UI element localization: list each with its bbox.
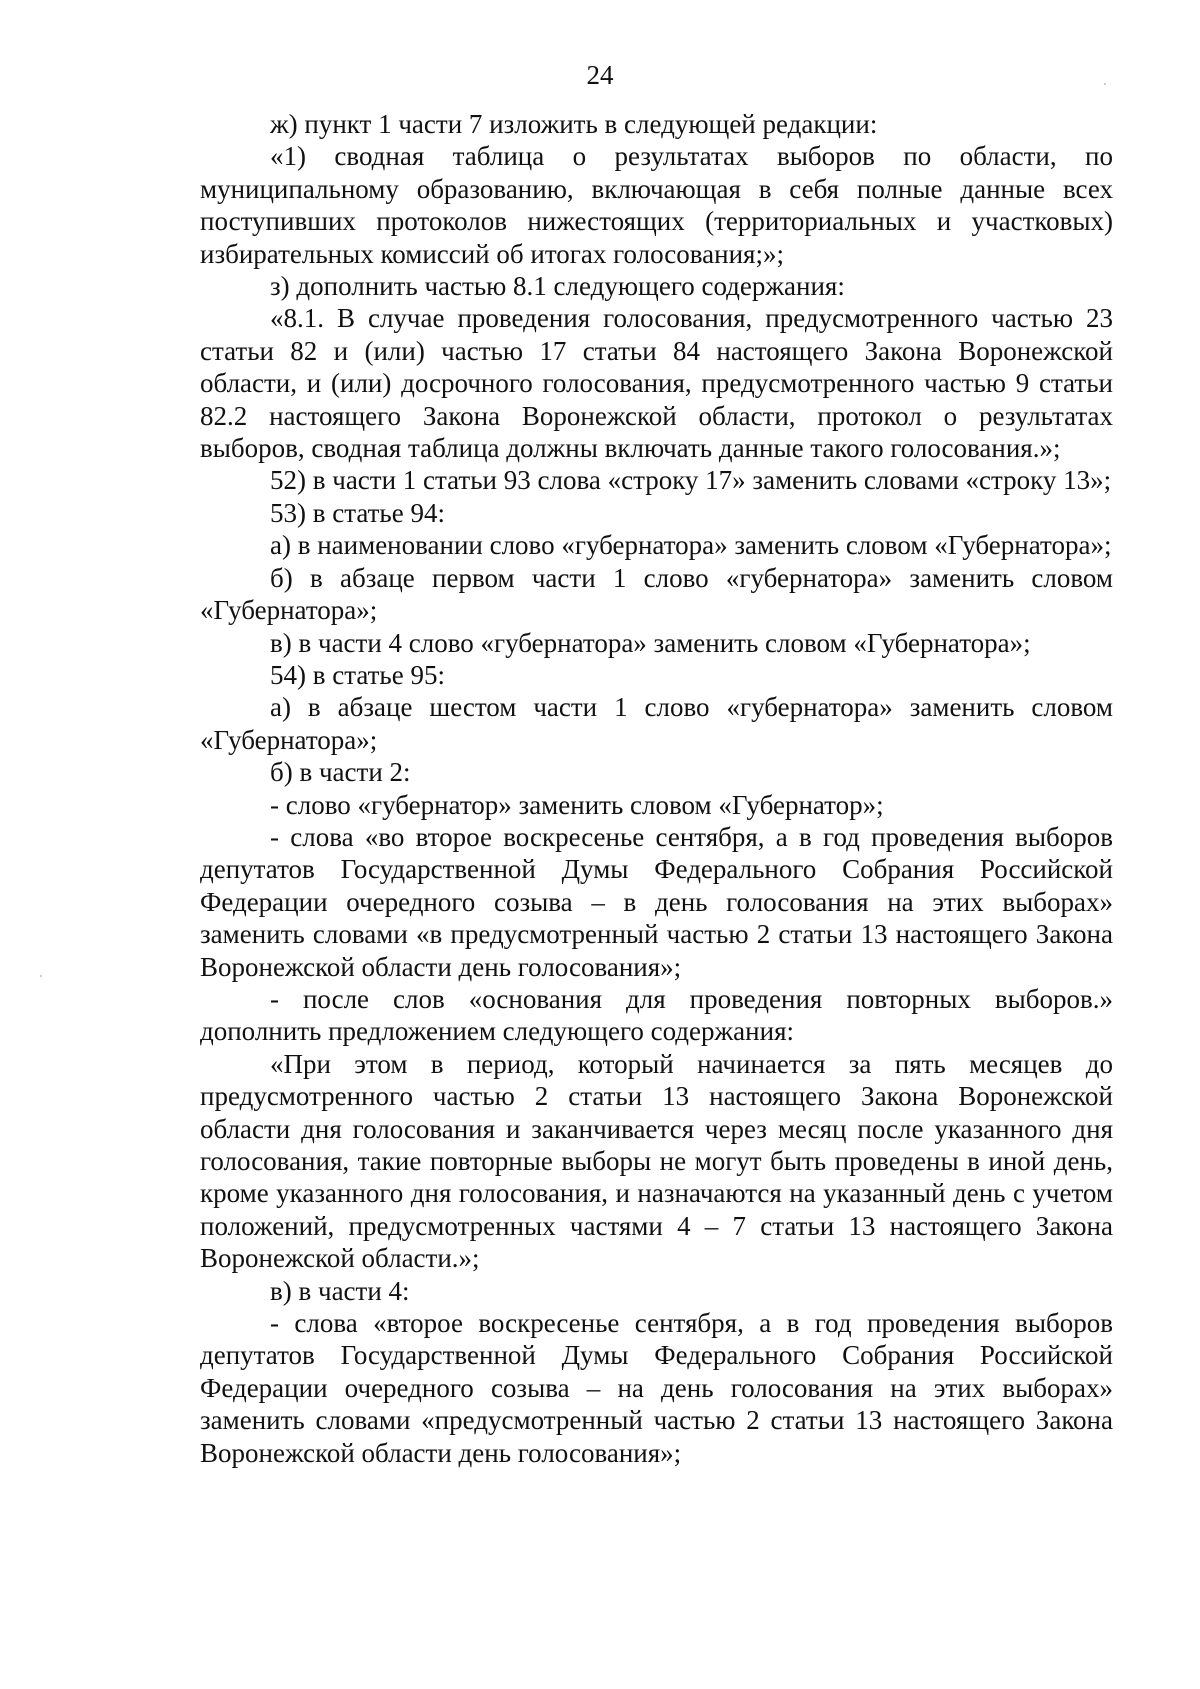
paragraph: в) в части 4: [270, 1275, 410, 1306]
paragraph: - после слов «основания для проведения повторных выборов.» дополнить предложением следующего содержания: [200, 983, 1113, 1047]
paragraph: «1) сводная таблица о результатах выборов по области, по муниципальному образованию, включающая в себя полные данные всех поступивших протоколов нижестоящих (территориальных и участковых) избирательных комиссий об итогах голосования;»; [200, 141, 1113, 269]
paragraph: а) в абзаце шестом части 1 слово «губернатора» заменить словом «Губернатора»; [200, 692, 1113, 755]
paragraph: - слово «губернатор» заменить словом «Губернатор»; [270, 789, 884, 820]
page-number: 24 [586, 60, 614, 90]
paragraph: «8.1. В случае проведения голосования, предусмотренного частью 23 статьи 82 и (или) частью 17 статьи 84 настоящего Закона Воронежской области, и (или) досрочного голосования, предусмотренного частью 9 статьи 82.2 настоящего Закона Воронежской области, протокол о результатах выборов, сводная таблица должны включать данные такого голосования.»; [200, 303, 1113, 464]
scan-speck [40, 975, 42, 977]
paragraph: - слова «во второе воскресенье сентября, а в год проведения выборов депутатов Государственной Думы Федерального Собрания Российской Федерации очередного созыва – в день голосования на этих выборах» заменить словами «в предусмотренный частью 2 статьи 13 настоящего Закона Воронежской области день голосования»; [200, 821, 1113, 982]
paragraph: 52) в части 1 статьи 93 слова «строку 17» заменить словами «строку 13»; [270, 465, 1112, 496]
paragraph: з) дополнить частью 8.1 следующего содержания: [270, 271, 845, 302]
scan-speck [1104, 83, 1106, 85]
paragraph: б) в абзаце первом части 1 слово «губернатора» заменить словом «Губернатора»; [200, 562, 1113, 626]
paragraph: в) в части 4 слово «губернатора» заменить словом «Губернатора»; [270, 627, 1031, 658]
paragraph: ж) пункт 1 части 7 изложить в следующей редакции: [270, 109, 878, 139]
paragraph: 53) в статье 94: [270, 497, 445, 528]
paragraph: а) в наименовании слово «губернатора» заменить словом «Губернатора»; [270, 530, 1112, 561]
paragraph: б) в части 2: [270, 757, 411, 788]
document-body [200, 108, 1113, 1469]
paragraph: - слова «второе воскресенье сентября, а в год проведения выборов депутатов Государственной Думы Федерального Собрания Российской Федерации очередного созыва – на день голосования на этих выборах» заменить словами «предусмотренный частью 2 статьи 13 настоящего Закона Воронежской области день голосования»; [200, 1308, 1113, 1468]
paragraph: «При этом в период, который начинается за пять месяцев до предусмотренного частью 2 статьи 13 настоящего Закона Воронежской области дня голосования и заканчивается через месяц после указанного дня голосования, такие повторные выборы не могут быть проведены в иной день, кроме указанного дня голосования, и назначаются на указанный день с учетом положений, предусмотренных частями 4 – 7 статьи 13 настоящего Закона Воронежской области.»; [200, 1048, 1113, 1274]
paragraph: 54) в статье 95: [270, 659, 445, 690]
